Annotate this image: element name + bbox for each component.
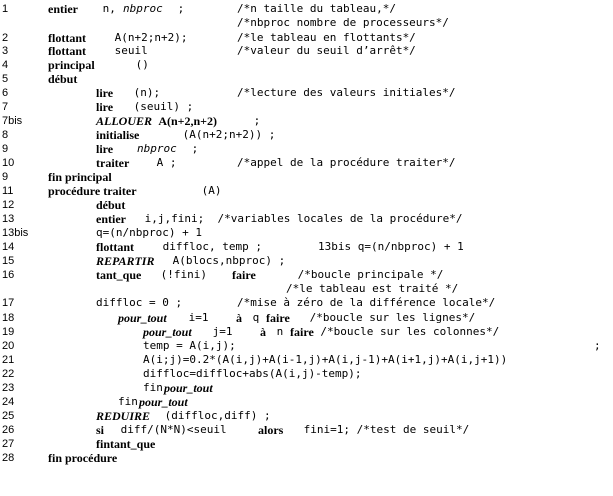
code-text: seuil <box>108 44 148 57</box>
code-text: ; <box>171 2 185 15</box>
code-text: diff/(N*N)<seuil <box>114 423 234 436</box>
line-number: 13bis <box>2 227 29 239</box>
code-text: /*boucle principale */ <box>291 268 444 281</box>
code-text: ; <box>594 339 601 352</box>
code-keyword: flottant <box>48 44 86 58</box>
line-number: 14 <box>2 241 15 253</box>
code-text: /*boucle sur les lignes*/ <box>289 311 476 324</box>
code-keyword: flottant <box>48 31 86 45</box>
code-keyword: à <box>260 325 266 339</box>
line-number: 19 <box>2 326 15 338</box>
code-keyword: pour_tout <box>164 381 213 395</box>
code-keyword: fin procédure <box>48 451 118 465</box>
line-number: 2 <box>2 32 9 44</box>
code-keyword: REPARTIR <box>96 254 155 268</box>
line-number: 9 <box>2 171 9 183</box>
line-number: 26 <box>2 424 15 436</box>
code-text: (diffloc,diff) ; <box>158 409 271 422</box>
code-keyword: début <box>48 72 78 86</box>
code-keyword: pour_tout <box>118 311 167 325</box>
code-text: A ; <box>150 156 177 169</box>
code-keyword: pour_tout <box>139 395 188 409</box>
code-text: i,j,fini; /*variables locales de la procédure*/ <box>138 212 463 225</box>
line-number: 13 <box>2 213 15 225</box>
code-keyword: procédure traiter <box>48 184 137 198</box>
line-number: 12 <box>2 199 15 211</box>
code-keyword: fintant_que <box>96 437 156 451</box>
code-text: () <box>129 58 149 71</box>
code-keyword: A(n+2,n+2) <box>156 114 218 128</box>
line-number: 5 <box>2 73 9 85</box>
code-keyword: faire <box>232 268 256 282</box>
code-keyword: faire <box>290 325 314 339</box>
line-number: 21 <box>2 354 15 366</box>
code-keyword: entier <box>48 2 78 16</box>
code-text: j=1 <box>206 325 240 338</box>
code-keyword: lire <box>96 86 114 100</box>
code-text: A(n+2;n+2); <box>108 31 188 44</box>
code-keyword: pour_tout <box>143 325 192 339</box>
line-number: 17 <box>2 297 15 309</box>
code-text: /*lecture des valeurs initiales*/ <box>237 86 456 99</box>
line-number: 25 <box>2 410 15 422</box>
code-text: diffloc=diffloc+abs(A(i,j)-temp); <box>143 367 362 380</box>
line-number: 10 <box>2 157 15 169</box>
code-keyword: lire <box>96 100 114 114</box>
code-keyword: début <box>96 198 126 212</box>
line-number: 28 <box>2 452 15 464</box>
line-number: 3 <box>2 45 9 57</box>
code-text: /*boucle sur les colonnes*/ <box>313 325 500 338</box>
code-text: n <box>270 325 290 338</box>
code-keyword: REDUIRE <box>96 409 151 423</box>
code-keyword: traiter <box>96 156 130 170</box>
code-text: diffloc = 0 ; <box>96 296 183 309</box>
code-text: (A(n+2;n+2)) ; <box>176 128 276 141</box>
code-keyword: entier <box>96 212 126 226</box>
code-text: fin <box>143 381 163 394</box>
code-keyword: nbproc <box>123 2 163 15</box>
code-text: /*appel de la procédure traiter*/ <box>237 156 456 169</box>
code-text: /*mise à zéro de la différence locale*/ <box>237 296 496 309</box>
code-text: n, <box>96 2 116 15</box>
line-number: 22 <box>2 368 15 380</box>
code-text: diffloc, temp ; <box>156 240 262 253</box>
code-keyword: ALLOUER <box>96 114 153 128</box>
line-number: 16 <box>2 269 15 281</box>
code-text: ; <box>247 114 261 127</box>
code-text: q <box>246 311 266 324</box>
line-number: 27 <box>2 438 15 450</box>
code-text: /*nbproc nombre de processeurs*/ <box>237 16 449 29</box>
code-text: A(blocs,nbproc) ; <box>166 254 286 267</box>
code-text: ; <box>185 142 199 155</box>
code-keyword: lire <box>96 142 114 156</box>
line-number: 18 <box>2 312 15 324</box>
code-text: (n); <box>127 86 161 99</box>
line-number: 24 <box>2 396 15 408</box>
line-number: 7bis <box>2 115 23 127</box>
line-number: 11 <box>2 185 14 197</box>
code-keyword: principal <box>48 58 95 72</box>
code-keyword: si <box>96 423 105 437</box>
code-text: (seuil) ; <box>127 100 194 113</box>
line-number: 4 <box>2 59 9 71</box>
code-text: /*n taille du tableau,*/ <box>237 2 396 15</box>
code-keyword: flottant <box>96 240 134 254</box>
code-text: temp = A(i,j); <box>143 339 236 352</box>
code-text: /*le tableau est traité */ <box>286 282 459 295</box>
code-text: q=(n/nbproc) + 1 <box>96 226 202 239</box>
code-text: 13bis q=(n/nbproc) + 1 <box>318 240 464 253</box>
code-text: A(i;j)=0.2*(A(i,j)+A(i-1,j)+A(i,j-1)+A(i+1,j)+A(i,j+1)) <box>143 353 508 366</box>
code-keyword: initialise <box>96 128 140 142</box>
line-number: 7 <box>2 101 9 113</box>
code-text: fini=1; /*test de seuil*/ <box>297 423 470 436</box>
code-text: (A) <box>195 184 222 197</box>
code-text <box>130 142 137 156</box>
code-keyword: à <box>236 311 242 325</box>
code-text: (!fini) <box>154 268 214 281</box>
line-number: 20 <box>2 340 15 352</box>
code-keyword: fin principal <box>48 170 112 184</box>
code-keyword: faire <box>266 311 290 325</box>
line-number: 9 <box>2 143 9 155</box>
code-keyword: tant_que <box>96 268 142 282</box>
line-number: 6 <box>2 87 9 99</box>
line-number: 1 <box>2 3 9 15</box>
code-text: /*le tableau en flottants*/ <box>237 31 416 44</box>
code-text: i=1 <box>182 311 216 324</box>
code-text: fin <box>118 395 138 408</box>
code-keyword: alors <box>258 423 284 437</box>
code-text: /*valeur du seuil d’arrêt*/ <box>237 44 416 57</box>
line-number: 8 <box>2 129 9 141</box>
line-number: 15 <box>2 255 15 267</box>
code-keyword: nbproc <box>137 142 177 155</box>
line-number: 23 <box>2 382 15 394</box>
